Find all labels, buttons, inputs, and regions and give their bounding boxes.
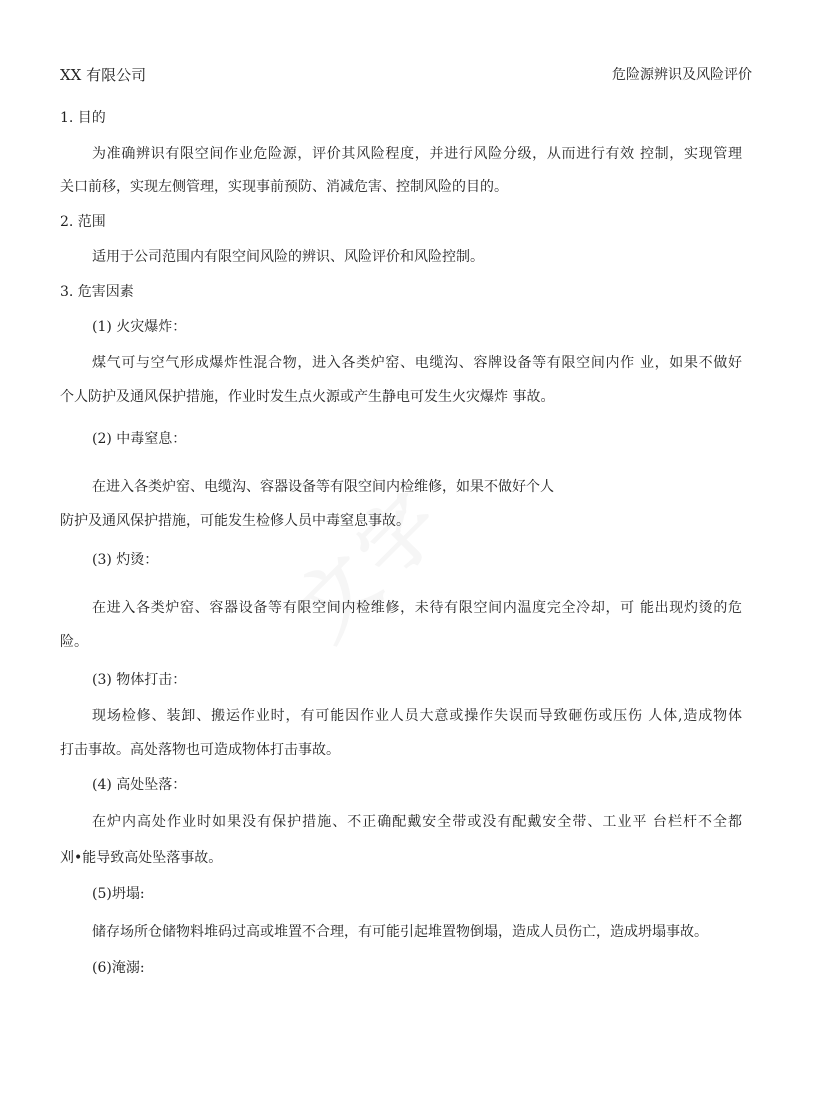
hazard-text-line: 防护及通风保护措施，可能发生检修人员中毒窒息事故。	[60, 513, 410, 529]
hazard-text-line: 储存场所仓储物料堆码过高或堆置不合理，有可能引起堆置物倒塌，造成人员伤亡，造成坍塌事故。	[92, 924, 708, 940]
hazard-text-line: 煤气可与空气形成爆炸性混合物，进入各类炉窑、电缆沟、容牌设备等有限空间内作 业，如果不做好	[92, 355, 742, 371]
hazard-title-fall-from-height: (4) 高处坠落：	[92, 777, 187, 793]
hazard-title-scald: (3) 灼烫：	[92, 552, 159, 568]
purpose-paragraph-line2: 关口前移，实现左侧管理，实现事前预防、消减危害、控制风险的目的。	[60, 179, 508, 195]
hazard-title-collapse: (5)坍塌:	[92, 886, 145, 902]
hazard-text-line: 在进入各类炉窑、电缆沟、容器设备等有限空间内检维修，如果不做好个人	[92, 479, 554, 495]
header-company: XX 有限公司	[60, 66, 147, 84]
section-title-purpose: 1. 目的	[60, 110, 106, 126]
section-title-hazards: 3. 危害因素	[60, 284, 134, 300]
hazard-title-object-strike: (3) 物体打击：	[92, 672, 187, 688]
hazard-text-line: 在炉内高处作业时如果没有保护措施、不正确配戴安全带或没有配戴安全带、工业平 台栏杆不全都	[92, 814, 742, 830]
hazard-title-poisoning: (2) 中毒窒息：	[92, 431, 187, 447]
hazard-text-line: 在进入各类炉窑、容器设备等有限空间内检维修，未待有限空间内温度完全冷却，可 能出现灼烫的危	[92, 600, 742, 616]
hazard-title-drowning: (6)淹溺:	[92, 960, 145, 976]
hazard-text-line: 险。	[60, 634, 88, 650]
hazard-text-line: 打击事故。高处落物也可造成物体打击事故。	[60, 742, 340, 758]
header-doc-title: 危险源辨识及风险评价	[612, 67, 752, 83]
scope-paragraph: 适用于公司范围内有限空间风险的辨识、风险评价和风险控制。	[92, 249, 484, 265]
section-title-scope: 2. 范围	[60, 214, 106, 230]
hazard-text-line: 刈•能导致高处坠落事故。	[60, 850, 223, 866]
hazard-title-fire-explosion: (1) 火灾爆炸：	[92, 319, 187, 335]
hazard-text-line: 现场检修、装卸、搬运作业时，有可能因作业人员大意或操作失误而导致砸伤或压伤 人体,造成物体	[92, 708, 742, 724]
hazard-text-line: 个人防护及通风保护措施，作业时发生点火源或产生静电可发生火灾爆炸 事故。	[60, 389, 555, 405]
purpose-paragraph-line1: 为准确辨识有限空间作业危险源，评价其风险程度，并进行风险分级，从而进行有效 控制，实现管理	[92, 146, 742, 162]
